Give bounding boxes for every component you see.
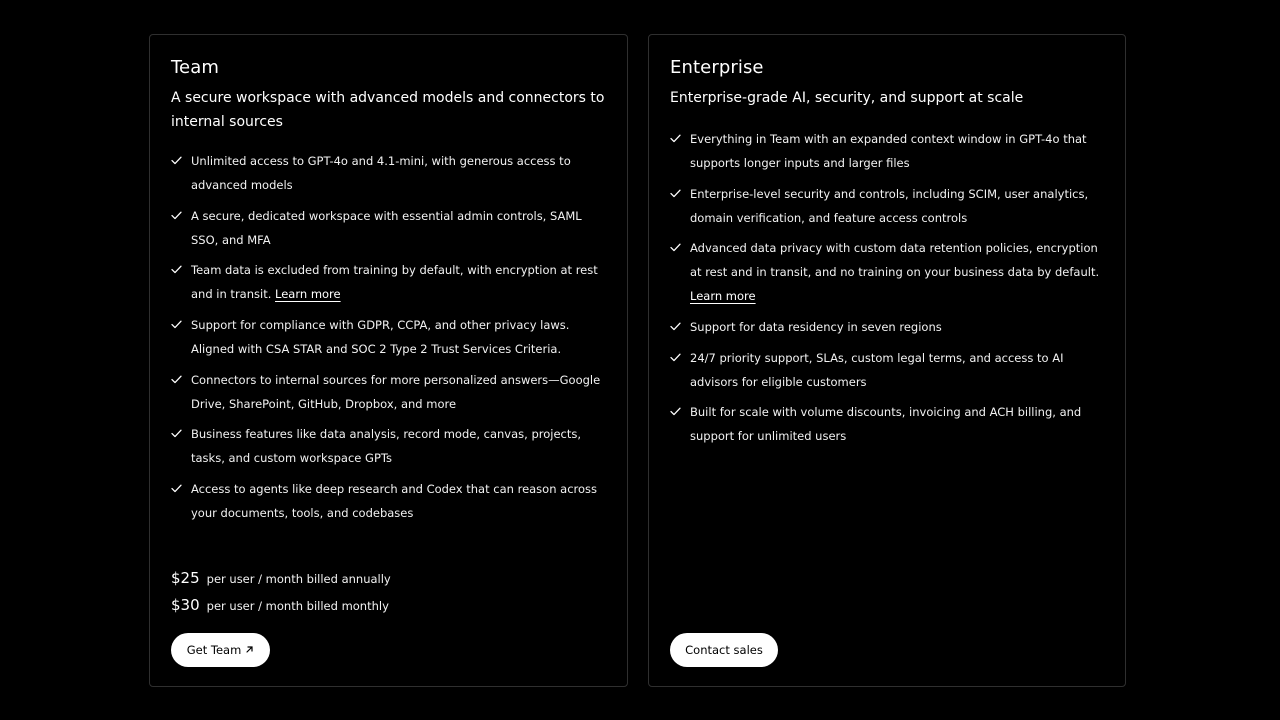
team-price-monthly [171, 596, 391, 623]
team-price-monthly-amount: $30 [171, 596, 200, 614]
check-icon [670, 400, 682, 424]
team-price-annual-period: per user / month billed annually [206, 572, 391, 586]
contact-sales-button-label: Contact sales [685, 643, 763, 657]
team-card-content [171, 55, 605, 532]
check-icon [670, 346, 682, 370]
learn-more-link[interactable]: Learn more [275, 287, 341, 302]
feature-item [670, 315, 1103, 339]
feature-item [171, 477, 605, 525]
check-icon [171, 204, 183, 228]
feature-item [670, 236, 1103, 308]
feature-item [171, 422, 605, 470]
feature-text: Built for scale with volume discounts, invoicing and ACH billing, and support for unlimited users [690, 405, 1082, 444]
check-icon [171, 368, 183, 392]
feature-text: Access to agents like deep research and Codex that can reason across your documents, tools, and codebases [191, 482, 598, 521]
feature-text: 24/7 priority support, SLAs, custom legal terms, and access to AI advisors for eligible customers [690, 350, 1064, 389]
feature-item [670, 400, 1103, 448]
check-icon [171, 422, 183, 446]
enterprise-card-content [670, 55, 1103, 455]
check-icon [171, 477, 183, 501]
team-plan-card [149, 34, 628, 687]
feature-text: Team data is excluded from training by default, with encryption at rest and in transit. [191, 263, 598, 302]
team-subtitle: A secure workspace with advanced models and connectors to internal sources [171, 90, 605, 130]
feature-item [171, 204, 605, 252]
feature-text: Everything in Team with an expanded context window in GPT-4o that supports longer inputs and larger files [690, 132, 1087, 170]
check-icon [171, 149, 183, 173]
team-title: Team [171, 57, 219, 78]
feature-item [670, 182, 1103, 230]
check-icon [670, 236, 682, 260]
enterprise-feature-list [670, 127, 1103, 448]
check-icon [670, 127, 682, 151]
check-icon [670, 182, 682, 206]
team-price-annual [171, 569, 391, 596]
feature-text: Support for compliance with GDPR, CCPA, and other privacy laws. Aligned with CSA STAR and SOC 2 Type 2 Trust Services Criteria. [191, 318, 570, 357]
feature-text: Unlimited access to GPT-4o and 4.1-mini, with generous access to advanced models [191, 154, 571, 192]
feature-text: Business features like data analysis, record mode, canvas, projects, tasks, and custom workspace GPTs [191, 427, 582, 466]
team-price-annual-amount: $25 [171, 569, 200, 587]
team-price-monthly-period: per user / month billed monthly [206, 599, 389, 613]
feature-item [670, 346, 1103, 394]
check-icon [171, 313, 183, 337]
contact-sales-button[interactable] [670, 633, 778, 667]
feature-text: Support for data residency in seven regions [690, 320, 942, 335]
feature-item [670, 127, 1103, 175]
enterprise-subtitle: Enterprise-grade AI, security, and support at scale [670, 90, 1024, 106]
enterprise-plan-card [648, 34, 1126, 687]
feature-text: Enterprise-level security and controls, including SCIM, user analytics, domain verification, and feature access controls [690, 186, 1089, 225]
arrow-up-right-icon [245, 643, 254, 657]
feature-item [171, 313, 605, 361]
team-feature-list [171, 149, 605, 525]
enterprise-title: Enterprise [670, 57, 764, 78]
team-pricing [171, 569, 391, 623]
check-icon [171, 258, 183, 282]
get-team-button[interactable] [171, 633, 270, 667]
feature-text: A secure, dedicated workspace with essential admin controls, SAML SSO, and MFA [191, 208, 582, 247]
feature-item [171, 258, 605, 306]
feature-item [171, 368, 605, 416]
learn-more-link[interactable]: Learn more [690, 289, 756, 304]
get-team-button-label: Get Team [186, 643, 242, 657]
check-icon [670, 315, 682, 339]
feature-text: Connectors to internal sources for more personalized answers—Google Drive, SharePoint, GitHub, Dropbox, and more [191, 372, 601, 411]
feature-item [171, 149, 605, 197]
feature-text: Advanced data privacy with custom data retention policies, encryption at rest and in transit, and no training on your business data by default. [690, 241, 1100, 280]
